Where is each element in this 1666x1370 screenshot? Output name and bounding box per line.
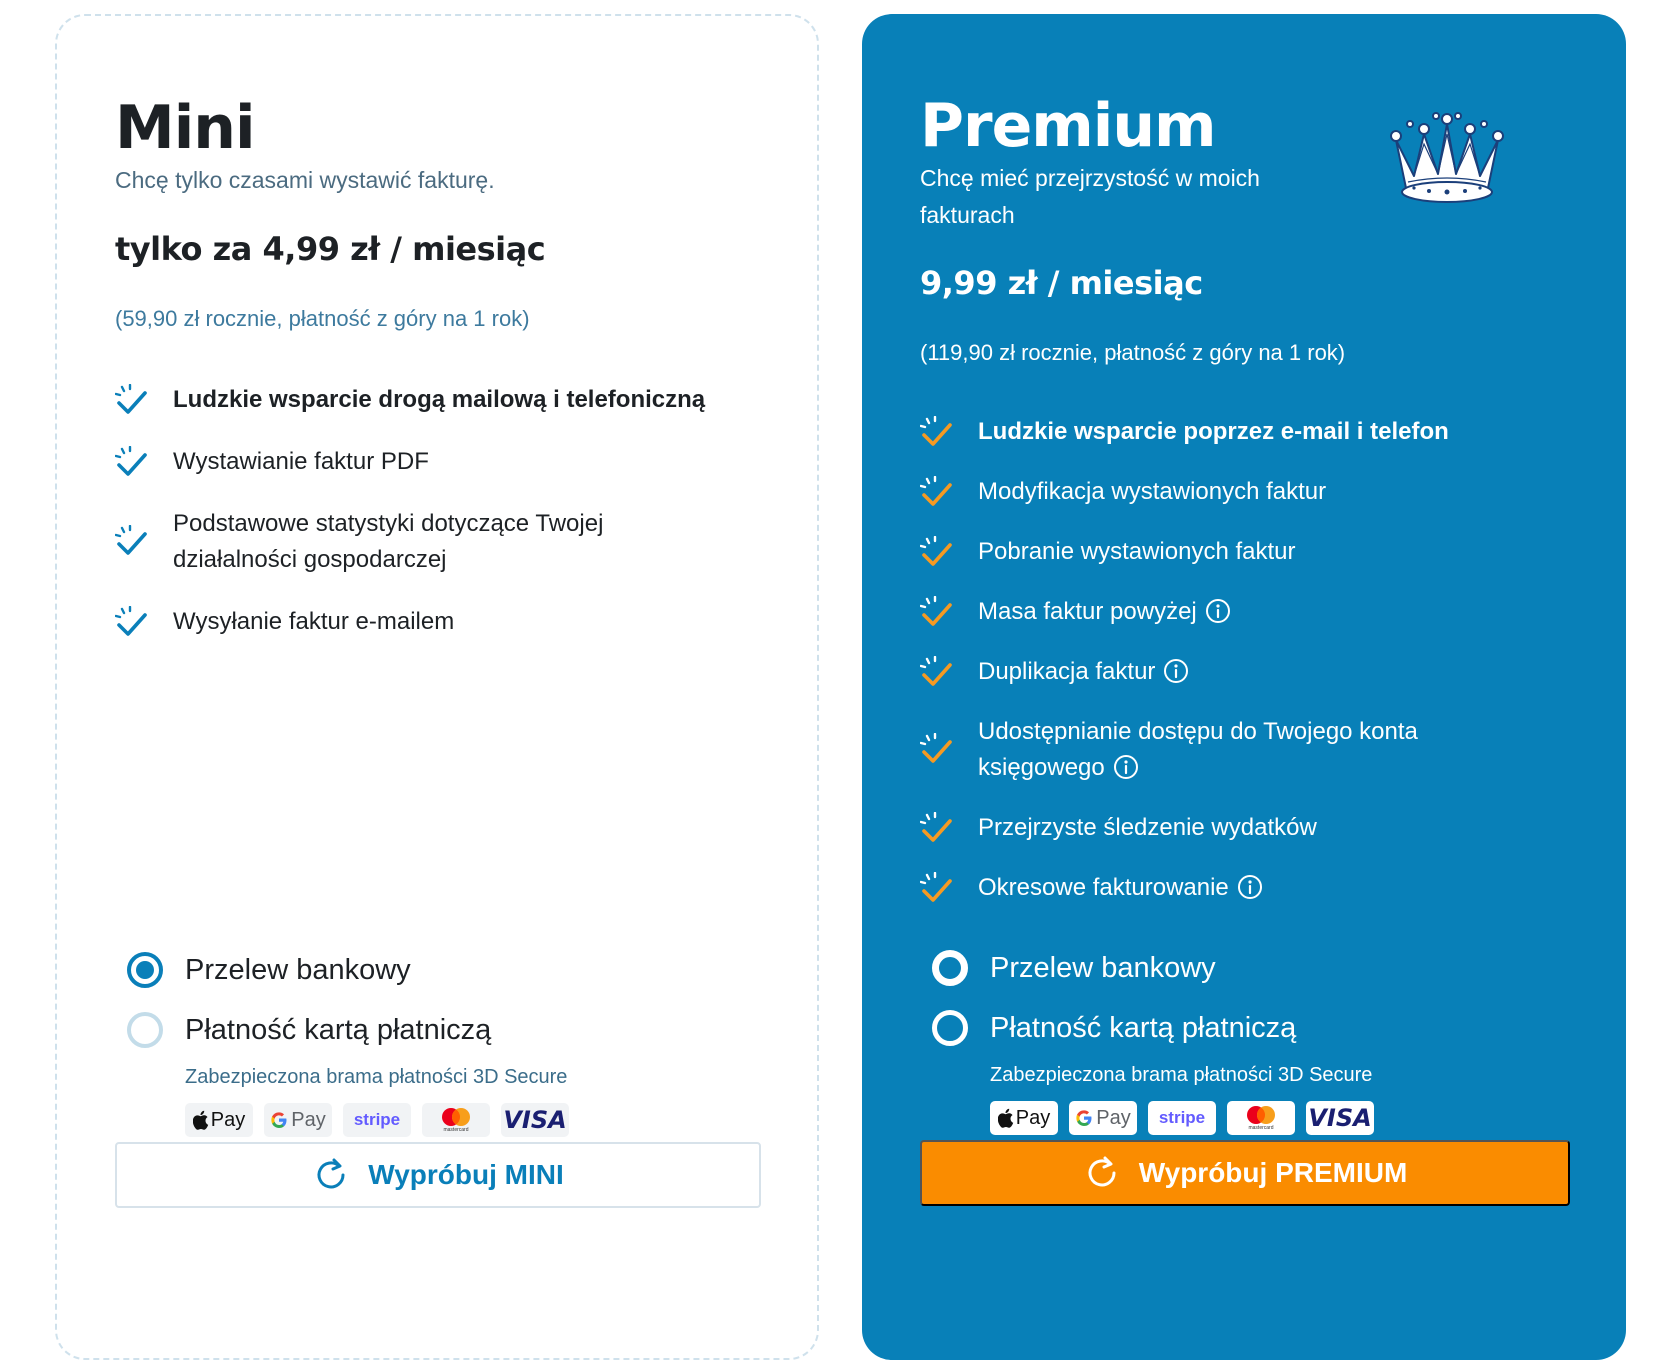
feature-label: Wystawianie faktur PDF xyxy=(173,448,429,475)
radio-button-checked[interactable] xyxy=(127,952,163,988)
feature-item xyxy=(115,604,761,640)
mastercard-icon xyxy=(1245,1105,1277,1125)
check-icon xyxy=(920,812,954,846)
apple-pay-logo xyxy=(185,1103,253,1137)
payment-logos xyxy=(127,1103,761,1137)
try-mini-button-label: Wypróbuj MINI xyxy=(368,1159,564,1190)
stripe-logo xyxy=(1148,1101,1216,1135)
check-icon xyxy=(115,384,149,418)
check-icon xyxy=(115,525,149,559)
radio-button-unchecked[interactable] xyxy=(932,1010,968,1046)
payment-method-group xyxy=(127,940,761,1137)
stripe-label: stripe xyxy=(1158,1108,1206,1127)
check-icon xyxy=(920,416,954,450)
plan-price-note: (119,90 zł rocznie, płatność z góry na 1 rok) xyxy=(920,340,1346,365)
feature-item xyxy=(115,382,761,418)
apple-icon xyxy=(998,1108,1014,1128)
premium-plan-card xyxy=(862,14,1626,1360)
feature-label: Ludzkie wsparcie drogą mailową i telefoniczną xyxy=(173,386,706,413)
feature-list xyxy=(920,414,1570,930)
check-icon xyxy=(920,656,954,690)
payment-option-label: Przelew bankowy xyxy=(185,954,411,986)
plan-title: Mini xyxy=(115,93,255,163)
feature-label: Duplikacja faktur xyxy=(978,658,1156,685)
feature-label: Przejrzyste śledzenie wydatków xyxy=(978,814,1317,841)
radio-button-checked[interactable] xyxy=(932,950,968,986)
feature-label: Pobranie wystawionych faktur xyxy=(978,538,1296,565)
feature-item xyxy=(920,594,1570,630)
feature-list xyxy=(115,382,761,640)
try-premium-button[interactable] xyxy=(920,1140,1570,1206)
check-icon xyxy=(115,606,149,640)
mastercard-label: mastercard xyxy=(443,1127,469,1133)
feature-label: Masa faktur powyżej xyxy=(978,598,1197,625)
check-icon xyxy=(920,733,954,767)
visa-logo xyxy=(501,1103,569,1137)
feature-item xyxy=(920,474,1570,510)
google-pay-logo xyxy=(264,1103,332,1137)
visa-label: VISA xyxy=(503,1106,567,1134)
payment-option-card[interactable] xyxy=(127,1000,761,1060)
feature-item xyxy=(920,714,1468,786)
stripe-logo xyxy=(343,1103,411,1137)
mastercard-icon xyxy=(440,1107,472,1127)
plan-subtitle: Chcę tylko czasami wystawić fakturę. xyxy=(115,167,495,193)
payment-option-label: Przelew bankowy xyxy=(990,952,1216,984)
payment-option-bank-transfer[interactable] xyxy=(127,940,761,1000)
payment-method-group xyxy=(932,938,1570,1135)
plan-subtitle: Chcę mieć przejrzystość w moich fakturach xyxy=(920,165,1260,228)
feature-item xyxy=(920,870,1570,906)
info-icon[interactable] xyxy=(1113,754,1139,780)
mastercard-logo xyxy=(1227,1101,1295,1135)
mini-plan-card xyxy=(55,14,819,1360)
apple-pay-label: Pay xyxy=(210,1108,246,1131)
payment-option-label: Płatność kartą płatniczą xyxy=(990,1012,1297,1044)
feature-item xyxy=(920,810,1570,846)
google-pay-label: Pay xyxy=(291,1108,326,1131)
plan-price: 9,99 zł / miesiąc xyxy=(920,264,1203,302)
feature-label: Modyfikacja wystawionych faktur xyxy=(978,478,1327,505)
feature-label: Podstawowe statystyki dotyczące Twojej działalności gospodarczej xyxy=(173,510,604,573)
plan-price: tylko za 4,99 zł / miesiąc xyxy=(115,230,546,268)
feature-label: Wysyłanie faktur e-mailem xyxy=(173,608,455,635)
apple-pay-label: Pay xyxy=(1015,1106,1051,1129)
refresh-icon xyxy=(312,1156,350,1194)
google-pay-logo xyxy=(1069,1101,1137,1135)
apple-pay-logo xyxy=(990,1101,1058,1135)
secure-payment-note: Zabezpieczona brama płatności 3D Secure xyxy=(185,1066,568,1088)
feature-item xyxy=(115,444,761,480)
feature-item xyxy=(115,506,653,578)
info-icon[interactable] xyxy=(1163,658,1189,684)
google-icon xyxy=(1075,1109,1093,1127)
check-icon xyxy=(920,872,954,906)
feature-label: Okresowe fakturowanie xyxy=(978,874,1229,901)
visa-logo xyxy=(1306,1101,1374,1135)
google-icon xyxy=(270,1111,288,1129)
payment-option-card[interactable] xyxy=(932,998,1570,1058)
visa-label: VISA xyxy=(1308,1104,1372,1132)
try-mini-button[interactable] xyxy=(115,1142,761,1208)
mastercard-logo xyxy=(422,1103,490,1137)
info-icon[interactable] xyxy=(1237,874,1263,900)
payment-option-bank-transfer[interactable] xyxy=(932,938,1570,998)
try-premium-button-label: Wypróbuj PREMIUM xyxy=(1138,1157,1408,1188)
plan-price-note: (59,90 zł rocznie, płatność z góry na 1 rok) xyxy=(115,306,530,331)
radio-button-unchecked[interactable] xyxy=(127,1012,163,1048)
check-icon xyxy=(920,536,954,570)
stripe-label: stripe xyxy=(353,1110,401,1129)
apple-icon xyxy=(193,1110,209,1130)
feature-item xyxy=(920,534,1570,570)
crown-icon xyxy=(1384,104,1510,208)
plan-title: Premium xyxy=(920,91,1216,161)
refresh-icon xyxy=(1083,1154,1121,1192)
check-icon xyxy=(920,476,954,510)
check-icon xyxy=(115,446,149,480)
payment-logos xyxy=(932,1101,1570,1135)
check-icon xyxy=(920,596,954,630)
feature-label: Udostępnianie dostępu do Twojego konta księgowego xyxy=(978,718,1418,781)
mastercard-label: mastercard xyxy=(1248,1125,1274,1131)
feature-item xyxy=(920,654,1570,690)
info-icon[interactable] xyxy=(1205,598,1231,624)
secure-payment-note: Zabezpieczona brama płatności 3D Secure xyxy=(990,1064,1373,1086)
feature-item xyxy=(920,414,1570,450)
google-pay-label: Pay xyxy=(1096,1106,1131,1129)
payment-option-label: Płatność kartą płatniczą xyxy=(185,1014,492,1046)
feature-label: Ludzkie wsparcie poprzez e-mail i telefon xyxy=(978,418,1449,445)
